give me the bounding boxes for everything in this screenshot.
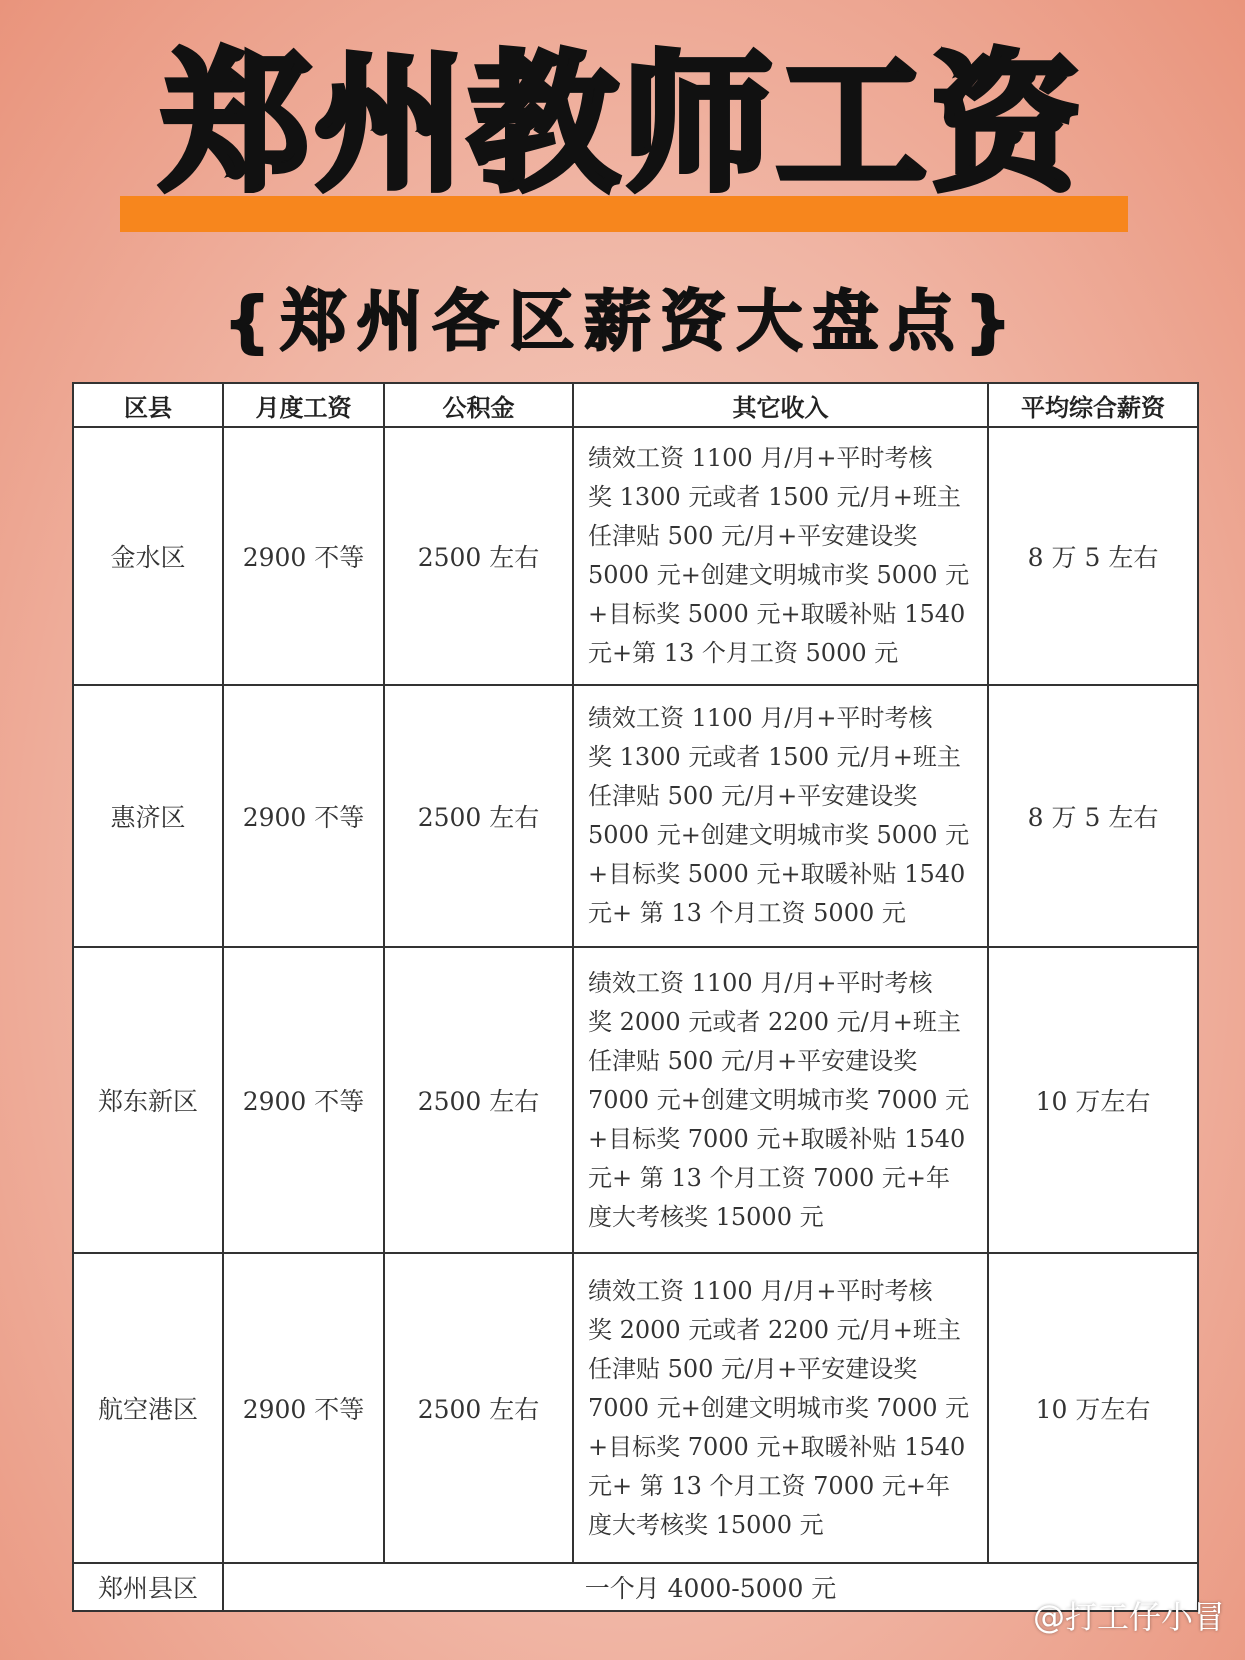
other-income-line: 绩效工资 1100 月/月+平时考核 <box>588 444 933 472</box>
other-income-line: 绩效工资 1100 月/月+平时考核 <box>588 968 933 997</box>
other-income-line: +目标奖 5000 元+取暖补贴 1540 <box>588 600 966 628</box>
district-cell: 惠济区 <box>73 685 223 947</box>
other-income-line: 元+ 第 13 个月工资 7000 元+年 <box>588 1163 950 1192</box>
other-income-line: 元+ 第 13 个月工资 5000 元 <box>588 899 906 927</box>
district-cell: 金水区 <box>73 427 223 685</box>
other-income-line: 绩效工资 1100 月/月+平时考核 <box>588 704 933 732</box>
other-income-line: 任津贴 500 元/月+平安建设奖 <box>588 1354 918 1383</box>
salary-table <box>72 382 1199 1612</box>
other-income-line: 元+ 第 13 个月工资 7000 元+年 <box>588 1471 950 1500</box>
page-title: 郑州教师工资 <box>160 38 1085 212</box>
other-income-cell <box>573 1253 988 1563</box>
other-income-cell <box>573 427 988 685</box>
other-income-line: 5000 元+创建文明城市奖 5000 元 <box>588 821 970 849</box>
other-income-line: 7000 元+创建文明城市奖 7000 元 <box>588 1393 970 1422</box>
monthly-salary-cell: 2900 不等 <box>223 685 384 947</box>
other-income-line: 5000 元+创建文明城市奖 5000 元 <box>588 561 970 589</box>
housing-fund-cell: 2500 左右 <box>384 1253 573 1563</box>
other-income-line: 元+第 13 个月工资 5000 元 <box>588 639 899 667</box>
other-income-line: 奖 1300 元或者 1500 元/月+班主 <box>588 743 961 771</box>
header-average: 平均综合薪资 <box>988 383 1198 427</box>
header-district: 区县 <box>73 383 223 427</box>
other-income-line: 任津贴 500 元/月+平安建设奖 <box>588 522 918 550</box>
housing-fund-cell: 2500 左右 <box>384 685 573 947</box>
table-row <box>73 947 1198 1253</box>
other-income-line: +目标奖 7000 元+取暖补贴 1540 <box>588 1432 966 1461</box>
table-row-county <box>73 1563 1198 1611</box>
other-income-line: 度大考核奖 15000 元 <box>588 1510 824 1539</box>
other-income-line: 奖 2000 元或者 2200 元/月+班主 <box>588 1315 961 1344</box>
other-income-line: +目标奖 5000 元+取暖补贴 1540 <box>588 860 966 888</box>
other-income-line: 任津贴 500 元/月+平安建设奖 <box>588 782 918 810</box>
page-subtitle: {郑州各区薪资大盘点} <box>223 283 1022 360</box>
housing-fund-cell: 2500 左右 <box>384 427 573 685</box>
monthly-salary-cell: 2900 不等 <box>223 427 384 685</box>
housing-fund-cell: 2500 左右 <box>384 947 573 1253</box>
average-salary-cell: 8 万 5 左右 <box>988 685 1198 947</box>
district-cell: 郑州县区 <box>73 1563 223 1611</box>
other-income-line: 绩效工资 1100 月/月+平时考核 <box>588 1276 933 1305</box>
other-income-line: 奖 1300 元或者 1500 元/月+班主 <box>588 483 961 511</box>
author-watermark: @打工仔小冒 <box>1032 1598 1225 1636</box>
monthly-salary-cell: 2900 不等 <box>223 1253 384 1563</box>
header-other: 其它收入 <box>573 383 988 427</box>
monthly-salary-cell: 2900 不等 <box>223 947 384 1253</box>
other-income-line: 奖 2000 元或者 2200 元/月+班主 <box>588 1007 961 1036</box>
other-income-line: 度大考核奖 15000 元 <box>588 1202 824 1231</box>
other-income-line: 任津贴 500 元/月+平安建设奖 <box>588 1046 918 1075</box>
table-row <box>73 427 1198 685</box>
average-salary-cell: 10 万左右 <box>988 947 1198 1253</box>
other-income-line: +目标奖 7000 元+取暖补贴 1540 <box>588 1124 966 1153</box>
header-fund: 公积金 <box>384 383 573 427</box>
district-cell: 航空港区 <box>73 1253 223 1563</box>
table-row <box>73 1253 1198 1563</box>
other-income-cell <box>573 685 988 947</box>
average-salary-cell: 8 万 5 左右 <box>988 427 1198 685</box>
district-cell: 郑东新区 <box>73 947 223 1253</box>
table-row <box>73 685 1198 947</box>
other-income-line: 7000 元+创建文明城市奖 7000 元 <box>588 1085 970 1114</box>
average-salary-cell: 10 万左右 <box>988 1253 1198 1563</box>
table-header-row <box>73 383 1198 427</box>
county-salary-cell: 一个月 4000-5000 元 <box>223 1563 1198 1611</box>
header-monthly: 月度工资 <box>223 383 384 427</box>
other-income-cell <box>573 947 988 1253</box>
